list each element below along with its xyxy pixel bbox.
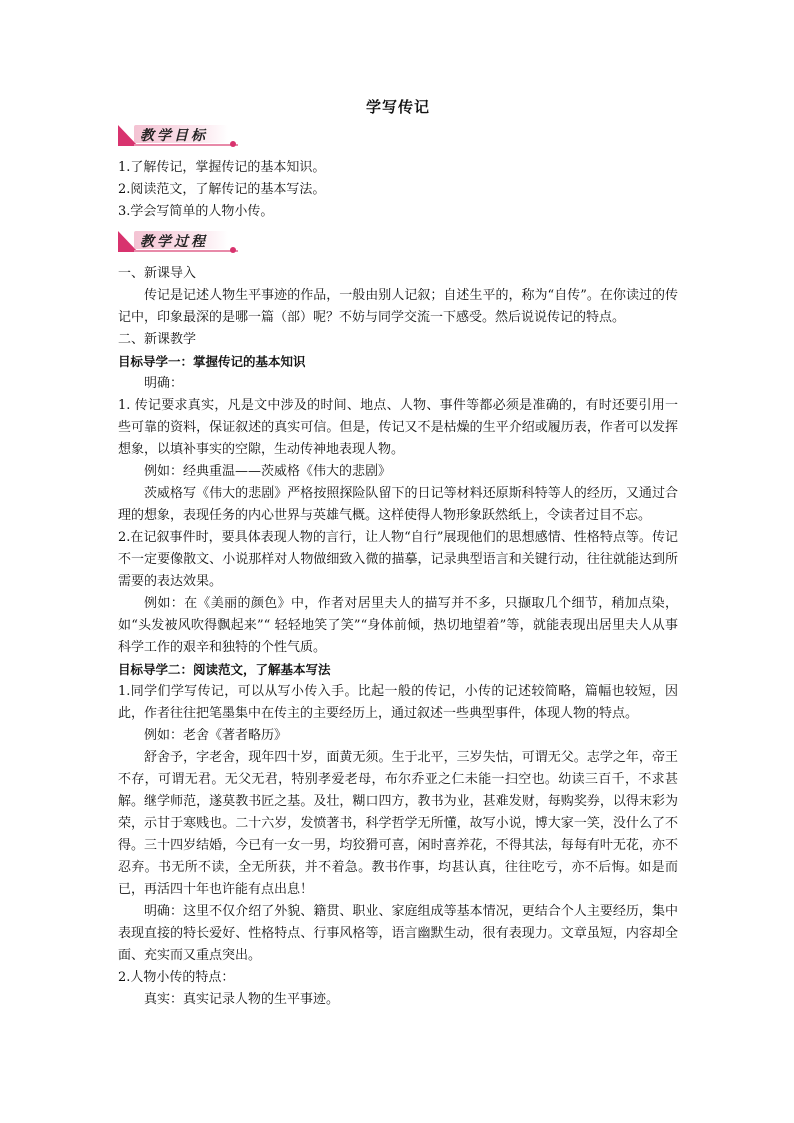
paragraph: 1. 传记要求真实，凡是文中涉及的时间、地点、人物、事件等都必须是准确的，有时还要引用一些可靠的资料，保证叙述的真实可信。但是，传记又不是枯燥的生平介绍或履历表，作者可以发挥想象，以填补事实的空隙，生动传神地表现人物。: [118, 398, 678, 457]
goal-item: 3.学会写简单的人物小传。: [118, 204, 274, 219]
process-heading: 教学过程: [140, 234, 208, 250]
goal-item: 1.了解传记，掌握传记的基本知识。: [118, 160, 326, 175]
paragraph: 2.人物小传的特点：: [118, 970, 235, 985]
paragraph: 1.同学们学写传记，可以从写小传入手。比起一般的传记，小传的记述较简略，篇幅也较短，因此，作者往往把笔墨集中在传主的主要经历上，通过叙述一些典型事件，体现人物的特点。: [118, 684, 678, 721]
section-heading: 二、新课教学: [118, 332, 197, 347]
banner-dot-icon: [230, 247, 236, 253]
paragraph: 茨威格写《伟大的悲剧》严格按照探险队留下的日记等材料还原斯科特等人的经历，又通过合理的想象，表现任务的内心世界与英雄气概。这样使得人物形象跃然纸上，令读者过目不忘。: [118, 486, 678, 523]
process-banner: [118, 231, 678, 253]
example-line: 例如：经典重温——茨威格《伟大的悲剧》: [144, 464, 392, 479]
goal-subheading: 目标导学二：阅读范文，了解基本写法: [118, 662, 331, 677]
page-title: 学写传记: [365, 98, 430, 116]
goals-banner: [118, 125, 678, 147]
clarify-label: 明确：: [144, 376, 184, 391]
goal-item: 2.阅读范文，了解传记的基本写法。: [118, 182, 326, 197]
section-heading: 一、新课导入: [118, 266, 197, 281]
paragraph: 真实：真实记录人物的生平事迹。: [144, 992, 340, 1007]
goals-heading: 教学目标: [140, 128, 208, 144]
paragraph: 例如：在《美丽的颜色》中，作者对居里夫人的描写并不多，只撷取几个细节，稍加点染，如“头发被风吹得飘起来”“ 轻轻地笑了笑”“身体前倾，热切地望着”等，就能表现出居里夫人从事科学工作的艰辛和独特的个性气质。: [118, 596, 678, 655]
goal-subheading: 目标导学一：掌握传记的基本知识: [118, 354, 306, 369]
quoted-passage: 舒舍予，字老舍，现年四十岁，面黄无须。生于北平，三岁失怙，可谓无父。志学之年，帝王不存，可谓无君。无父无君，特别孝爱老母，布尔乔亚之仁未能一扫空也。幼读三百千，不求甚解。继学师范，遂莫教书匠之基。及壮，糊口四方，教书为业，甚难发财，每购奖券，以得末彩为荣，示甘于寒贱也。二十六岁，发愤著书，科学哲学无所懂，故写小说，博大家一笑，没什么了不得。三十四岁结婚，今已有一女一男，均狡猾可喜，闲时喜养花，不得其法，每每有叶无花，亦不忍弃。书无所不读，全无所获，并不着急。教书作事，均甚认真，往往吃亏，亦不后悔。如是而已，再活四十年也许能有点出息！: [118, 750, 678, 897]
document-page: [118, 96, 678, 1011]
paragraph: 传记是记述人物生平事迹的作品，一般由别人记叙；自述生平的，称为“自传”。在你读过的传记中，印象最深的是哪一篇（部）呢？不妨与同学交流一下感受。然后说说传记的特点。: [118, 288, 678, 325]
example-line: 例如：老舍《著者略历》: [144, 728, 288, 743]
paragraph: 明确：这里不仅介绍了外貌、籍贯、职业、家庭组成等基本情况，更结合个人主要经历，集中表现直接的特长爱好、性格特点、行事风格等，语言幽默生动，很有表现力。文章虽短，内容却全面、充实而又重点突出。: [118, 904, 678, 963]
paragraph: 2.在记叙事件时，要具体表现人物的言行，让人物“自行”展现他们的思想感情、性格特点等。传记不一定要像散文、小说那样对人物做细致入微的描摹，记录典型语言和关键行动，往往就能达到所需要的表达效果。: [118, 530, 678, 589]
banner-dot-icon: [230, 141, 236, 147]
